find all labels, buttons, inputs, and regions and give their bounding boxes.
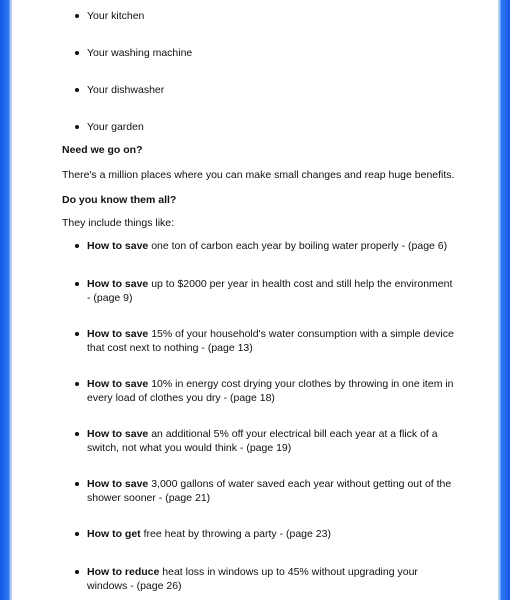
tip-text: heat loss in windows up to 45% without upgrading your windows - (page 26) — [87, 566, 418, 592]
tip-text: 10% in energy cost drying your clothes by throwing in one item in every load of clothes you dry - (page 18) — [87, 378, 454, 404]
tip-text: one ton of carbon each year by boiling water properly - (page 6) — [148, 240, 448, 252]
list-item-text: Your dishwasher — [87, 84, 165, 96]
tip-item — [87, 528, 455, 542]
document-content — [12, 0, 498, 600]
tip-lead: How to save — [87, 478, 149, 490]
bullet-icon — [75, 332, 79, 336]
bullet-icon — [75, 532, 79, 536]
list-item — [87, 47, 192, 60]
tip-item — [87, 328, 455, 355]
list-item-text: Your garden — [87, 121, 144, 133]
bullet-icon — [75, 482, 79, 486]
bullet-icon — [75, 432, 79, 436]
bullet-icon — [75, 244, 79, 248]
tip-item — [87, 240, 455, 254]
tip-item — [87, 566, 455, 593]
tip-lead: How to save — [87, 278, 149, 290]
tip-item — [87, 478, 455, 505]
list-item-text: Your washing machine — [87, 47, 193, 59]
paragraph-include-things: They include things like: — [62, 217, 175, 229]
tip-lead: How to save — [87, 240, 149, 252]
tip-lead: How to save — [87, 328, 149, 340]
bullet-icon — [75, 88, 79, 92]
tip-item — [87, 428, 455, 455]
tip-lead: How to get — [87, 528, 141, 540]
bullet-icon — [75, 14, 79, 18]
list-item — [87, 84, 164, 97]
tip-item — [87, 278, 455, 305]
paragraph-million-places: There's a million places where you can make small changes and reap huge benefits. — [62, 169, 455, 181]
list-item-text: Your kitchen — [87, 10, 145, 22]
heading-do-you-know: Do you know them all? — [62, 194, 177, 206]
tip-lead: How to reduce — [87, 566, 160, 578]
tip-lead: How to save — [87, 378, 149, 390]
bullet-icon — [75, 382, 79, 386]
tip-text: free heat by throwing a party - (page 23) — [140, 528, 331, 540]
bullet-icon — [75, 125, 79, 129]
right-window-border — [498, 0, 510, 600]
tip-lead: How to save — [87, 428, 149, 440]
tip-text: an additional 5% off your electrical bill each year at a flick of a switch, not what you would think - (page 19) — [87, 428, 438, 454]
heading-need-we-go-on: Need we go on? — [62, 144, 143, 156]
bullet-icon — [75, 282, 79, 286]
list-item — [87, 10, 144, 23]
bullet-icon — [75, 51, 79, 55]
tip-text: 3,000 gallons of water saved each year without getting out of the shower sooner - (page 21) — [87, 478, 452, 504]
list-item — [87, 121, 144, 134]
bullet-icon — [75, 570, 79, 574]
tip-text: 15% of your household's water consumption with a simple device that cost next to nothing - (page 13) — [87, 328, 454, 354]
left-window-border — [0, 0, 12, 600]
tip-item — [87, 378, 455, 405]
tip-text: up to $2000 per year in health cost and still help the environment - (page 9) — [87, 278, 453, 304]
